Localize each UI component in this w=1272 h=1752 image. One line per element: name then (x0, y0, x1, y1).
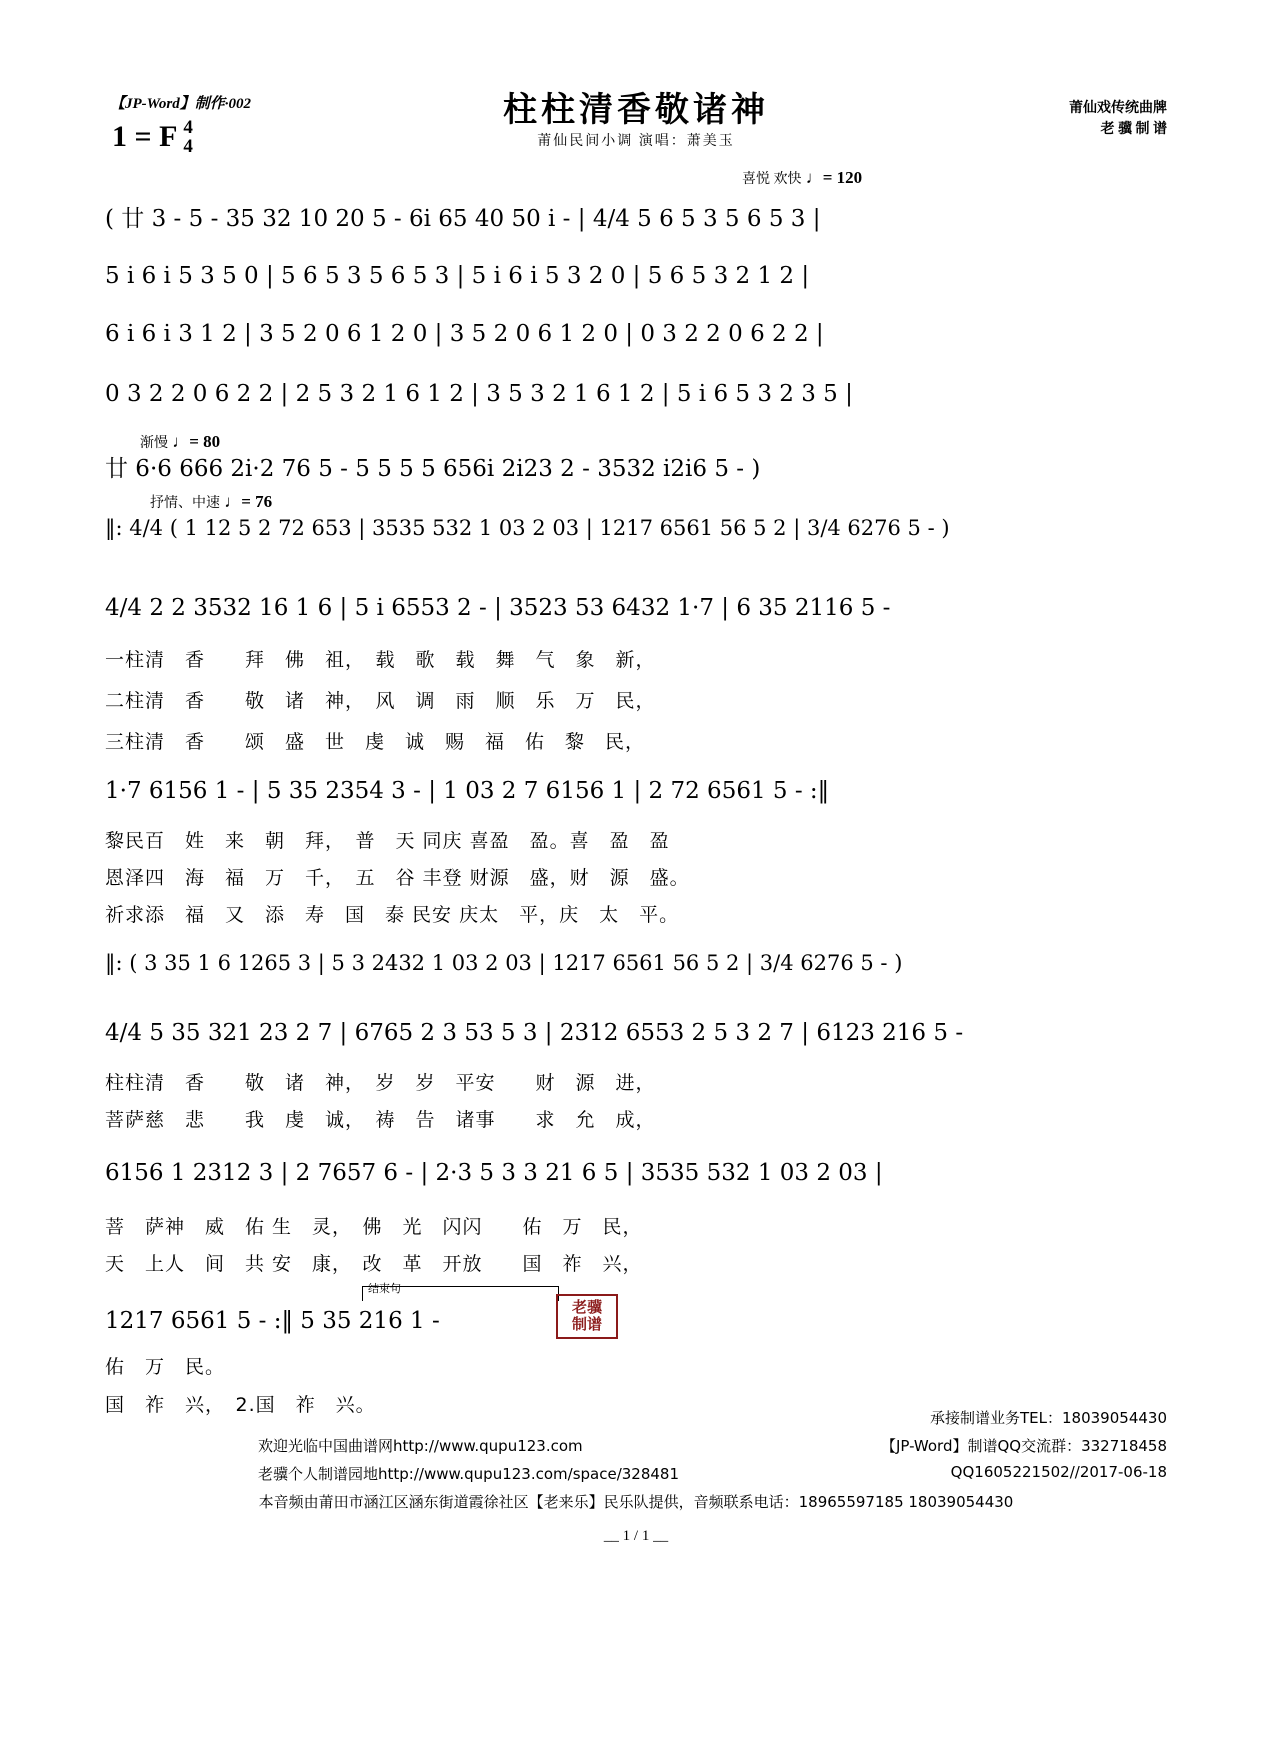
key-signature-text: 1 = F (112, 120, 178, 153)
ending-label: 结束句 (368, 1282, 401, 1295)
lyric-line-2: 二柱清 香 敬 诸 神， 风 调 雨 顺 乐 万 民， (105, 690, 656, 712)
lyric-line-10: 天 上人 间 共 安 康， 改 革 开放 国 祚 兴， (105, 1253, 643, 1275)
page-title: 柱柱清香敬诸神 (503, 90, 769, 130)
tempo-value-3: ♩= 76 (224, 492, 273, 511)
music-line-9: ‖: ( 3 35 1 6 1265 3 | 5 3 2432 1 03 2 03 | 1217 6561 56 5 2 | 3/4 6276 5 - ) (105, 951, 903, 975)
credits (1069, 98, 1167, 140)
lyric-line-4: 黎民百 姓 来 朝 拜， 普 天 同庆 喜盈 盈。喜 盈 盈 (105, 830, 670, 852)
footer-audio-credit: 本音频由莆田市涵江区涵东街道霞徐社区【老来乐】民乐队提供，音频联系电话：18965597185 18039054430 (258, 1493, 1014, 1511)
lyric-line-7: 柱柱清 香 敬 诸 神， 岁 岁 平安 财 源 进， (105, 1072, 656, 1094)
music-line-4: 0 3 2 2 0 6 2 2 | 2 5 3 2 1 6 1 2 | 3 5 3 2 1 6 1 2 | 5 i 6 5 3 2 3 5 | (105, 381, 853, 407)
footer-qq-group: 【JP-Word】制谱QQ交流群：332718458 (880, 1437, 1167, 1455)
tempo-value-1: ♩= 120 (805, 168, 863, 187)
time-signature-bottom: 4 (183, 136, 193, 157)
page-number: __ 1 / 1 __ (603, 1528, 669, 1544)
lyric-line-9: 菩 萨神 威 佑 生 灵， 佛 光 闪闪 佑 万 民， (105, 1216, 643, 1238)
time-signature-top: 4 (183, 117, 193, 138)
lyric-line-8: 菩萨慈 悲 我 虔 诚， 祷 告 诸事 求 允 成， (105, 1109, 656, 1131)
lyric-line-11: 佑 万 民。 (105, 1356, 226, 1378)
subtitle: 莆仙民间小调 演唱：萧美玉 (537, 134, 735, 149)
tempo-value-2: ♩= 80 (172, 432, 221, 451)
producer-tag: 【JP-Word】制作·002 (110, 96, 251, 112)
music-line-2: 5 i 6 i 5 3 5 0 | 5 6 5 3 5 6 5 3 | 5 i 6 i 5 3 2 0 | 5 6 5 3 2 1 2 | (105, 263, 810, 289)
music-line-8: 1·7 6156 1 - | 5 35 2354 3 - | 1 03 2 7 6156 1 | 2 72 6561 5 - :‖ (105, 778, 830, 804)
credit-line-2: 老 骥 制 谱 (1100, 122, 1167, 137)
footer-site[interactable]: 欢迎光临中国曲谱网http://www.qupu123.com (258, 1437, 583, 1455)
lyric-line-5: 恩泽四 海 福 万 千， 五 谷 丰登 财源 盛，财 源 盛。 (105, 867, 690, 889)
lyric-line-12: 国 祚 兴， 2.国 祚 兴。 (105, 1394, 376, 1416)
tempo-mark-1 (742, 168, 862, 188)
music-line-3: 6 i 6 i 3 1 2 | 3 5 2 0 6 1 2 0 | 3 5 2 0 6 1 2 0 | 0 3 2 2 0 6 2 2 | (105, 321, 824, 347)
music-line-6: ‖: 4/4 ( 1 12 5 2 72 653 | 3535 532 1 03 2 03 | 1217 6561 56 5 2 | 3/4 6276 5 - ) (105, 516, 950, 540)
music-line-1: ( 廿 3 - 5 - 35 32 10 20 5 - 6i 65 40 50 i - | 4/4 5 6 5 3 5 6 5 3 | (105, 205, 821, 232)
tempo-label-1: 喜悦 欢快 (742, 172, 802, 187)
credit-line-1: 莆仙戏传统曲牌 (1069, 101, 1167, 116)
music-line-12: 1217 6561 5 - :‖ 5 35 216 1 - (105, 1308, 440, 1334)
lyric-line-6: 祈求添 福 又 添 寿 国 泰 民安 庆太 平，庆 太 平。 (105, 904, 680, 926)
footer-tel: 承接制谱业务TEL：18039054430 (930, 1409, 1167, 1427)
music-line-10: 4/4 5 35 321 23 2 7 | 6765 2 3 53 5 3 | 2312 6553 2 5 3 2 7 | 6123 216 5 - (105, 1020, 964, 1046)
lyric-line-3: 三柱清 香 颂 盛 世 虔 诚 赐 福 佑 黎 民， (105, 731, 646, 753)
lyric-line-1: 一柱清 香 拜 佛 祖， 载 歌 载 舞 气 象 新， (105, 649, 656, 671)
footer-space-link[interactable]: 老骥个人制谱园地http://www.qupu123.com/space/328481 (258, 1465, 680, 1483)
tempo-label-3: 抒情、中速 (150, 496, 220, 511)
stamp-line-1: 老骥 (571, 1298, 602, 1316)
music-line-7: 4/4 2 2 3532 16 1 6 | 5 i 6553 2 - | 3523 53 6432 1·7 | 6 35 2116 5 - (105, 595, 891, 621)
stamp-line-2: 制谱 (571, 1315, 602, 1334)
music-line-5: 廿 6·6 666 2i·2 76 5 - 5 5 5 5 656i 2i23 2 - 3532 i2i6 5 - ) (105, 455, 761, 482)
footer-qq-date: QQ1605221502//2017-06-18 (950, 1463, 1167, 1481)
music-line-11: 6156 1 2312 3 | 2 7657 6 - | 2·3 5 3 3 21 6 5 | 3535 532 1 03 2 03 | (105, 1160, 883, 1186)
tempo-label-2: 渐慢 (140, 436, 168, 451)
composer-stamp (556, 1294, 618, 1339)
